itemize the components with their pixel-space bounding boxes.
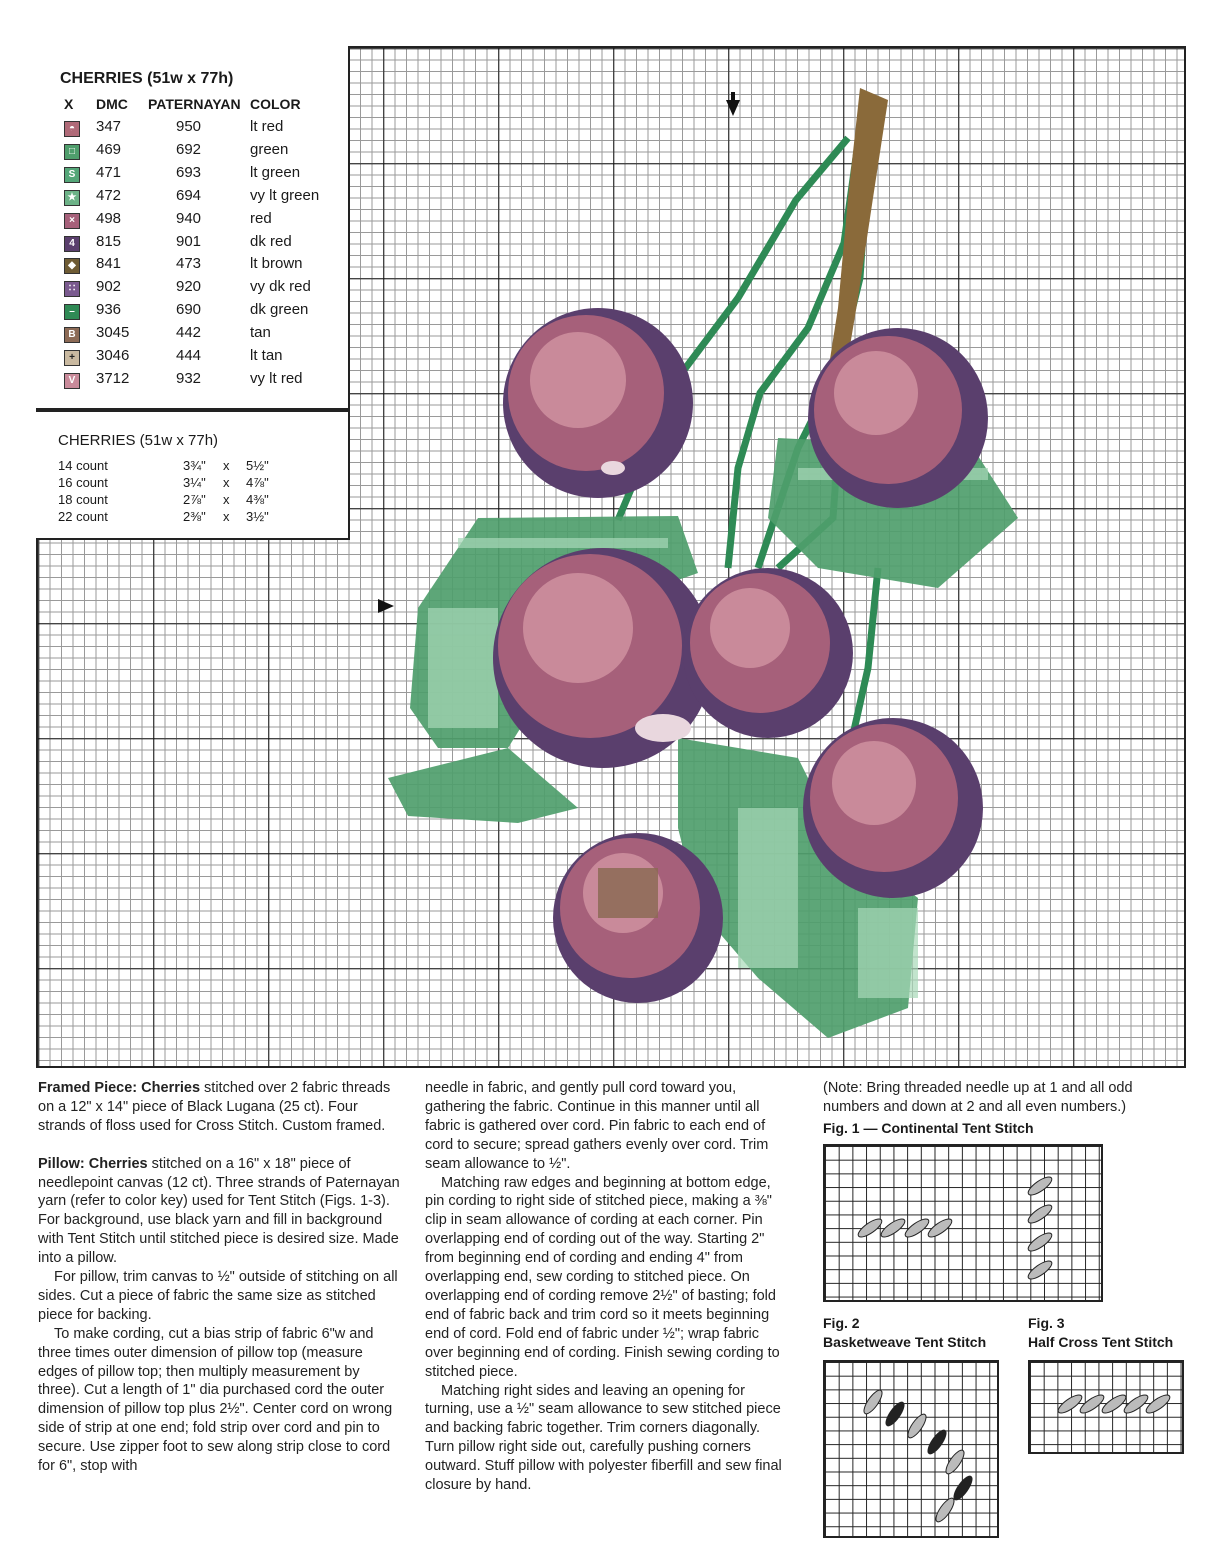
color-name: vy dk red	[250, 278, 311, 296]
design-width: 2⅜"	[183, 509, 206, 524]
dmc-number: 3712	[96, 369, 130, 387]
stitch-count: 22 count	[58, 509, 108, 524]
design-width: 2⅞"	[183, 492, 206, 507]
size-row	[58, 492, 338, 509]
stitch-note: (Note: Bring threaded needle up at 1 and all odd numbers and down at 2 and all even numbers.)	[823, 1080, 1133, 1115]
pillow-name: Cherries	[88, 1155, 148, 1172]
paternayan-number: 444	[176, 347, 202, 364]
legend-row	[36, 118, 346, 141]
cording-paragraph: To make cording, cut a bias strip of fabric 6"w and three times outer dimension of pillow top (measure edges of pillow top; then multiply measurement by three). Cut a length of 1" dia purchased cord the outer dimension of pillow top plus 2½". Center cord on wrong side of strip at one end; fold strip over cord and pin to secure. Use zipper foot to sew along strip close to cord for 6", stop with	[38, 1325, 393, 1475]
fig2-title: Basketweave Tent Stitch	[823, 1334, 987, 1350]
pillow-label: Pillow:	[38, 1155, 85, 1172]
color-name: green	[250, 140, 289, 158]
design-height: 4⅞"	[246, 475, 269, 490]
size-row	[58, 458, 338, 475]
size-title: CHERRIES (51w x 77h)	[58, 432, 219, 449]
size-separator: x	[223, 475, 230, 490]
center-arrow-left	[378, 599, 394, 613]
design-width: 3¼"	[183, 475, 206, 490]
legend-row	[36, 255, 346, 278]
color-key	[36, 46, 350, 410]
center-arrow-top	[726, 100, 740, 116]
symbol-swatch-icon: ∷	[64, 281, 80, 297]
symbol-swatch-icon: ◓	[64, 121, 80, 137]
fig2-diagram	[823, 1360, 999, 1538]
color-name: vy lt red	[250, 369, 303, 387]
color-name: lt brown	[250, 255, 303, 273]
paternayan-number: 932	[176, 369, 202, 387]
dmc-number: 469	[96, 140, 122, 158]
legend-header-paternayan: PATERNAYAN	[148, 96, 241, 112]
design-height: 4⅜"	[246, 492, 269, 507]
framed-label: Framed Piece:	[38, 1080, 138, 1096]
fig3-label: Fig. 3	[1028, 1315, 1065, 1331]
fig3-diagram	[1028, 1360, 1184, 1454]
design-width: 3¾"	[183, 458, 206, 473]
fig1-diagram	[823, 1144, 1103, 1302]
legend-header-color: COLOR	[250, 96, 301, 112]
color-name: lt tan	[250, 347, 283, 364]
fig3-title: Half Cross Tent Stitch	[1028, 1334, 1174, 1350]
paternayan-number: 694	[176, 186, 202, 204]
symbol-swatch-icon: ★	[64, 190, 80, 206]
paternayan-number: 920	[176, 278, 202, 296]
size-row	[58, 475, 338, 492]
size-separator: x	[223, 458, 230, 473]
dmc-number: 498	[96, 209, 122, 227]
fig2-label: Fig. 2	[823, 1315, 860, 1331]
stitch-count: 14 count	[58, 458, 108, 473]
legend-row	[36, 141, 346, 164]
symbol-swatch-icon: V	[64, 373, 80, 389]
gather-paragraph: needle in fabric, and gently pull cord toward you, gathering the fabric. Continue in this manner until all fabric is gathered over cord. Pin fabric to each end of cord to secure; spread gathers evenly over cord. Trim seam allowance to ½".	[425, 1080, 769, 1172]
stitch-count: 16 count	[58, 475, 108, 490]
instructions-column-2	[425, 1079, 787, 1495]
legend-row	[36, 370, 346, 393]
legend-row	[36, 278, 346, 301]
color-name: red	[250, 209, 272, 227]
legend-row	[36, 210, 346, 233]
color-name: dk green	[250, 301, 309, 319]
dmc-number: 815	[96, 232, 122, 250]
color-name: tan	[250, 324, 271, 342]
legend-title: CHERRIES (51w x 77h)	[60, 70, 234, 87]
legend-row	[36, 347, 346, 370]
legend-row	[36, 187, 346, 210]
framed-body: stitched over 2 fabric threads on a 12" x 14" piece of Black Lugana (25 ct). Four strands of floss used for Cross Stitch. Custom framed.	[38, 1080, 391, 1134]
design-height: 5½"	[246, 458, 269, 473]
paternayan-number: 901	[176, 232, 202, 250]
fig1-title: Fig. 1 — Continental Tent Stitch	[823, 1120, 1034, 1136]
attach-cording-paragraph: Matching raw edges and beginning at bottom edge, pin cording to right side of stitched piece, making a ⅜" clip in seam allowance of cording at each corner. Pin overlapping end of cording out of the way. Starting 2" from beginning end of cording and ending 4" from overlapping end, sew cording to stitched piece. On overlapping end of cording remove 2½" of basting; fold end of fabric back and trim cord so it meets beginning end of cord. Fold end of fabric under ½"; wrap fabric over beginning end of cording. Finish sewing cording to stitched piece.	[425, 1174, 780, 1380]
paternayan-number: 693	[176, 163, 202, 181]
paternayan-number: 692	[176, 140, 202, 158]
symbol-swatch-icon: B	[64, 327, 80, 343]
paternayan-number: 690	[176, 301, 202, 319]
dmc-number: 472	[96, 186, 122, 204]
symbol-swatch-icon: +	[64, 350, 80, 366]
legend-header-x: X	[64, 96, 74, 112]
legend-row	[36, 301, 346, 324]
color-name: lt green	[250, 163, 301, 181]
size-row	[58, 509, 338, 526]
framed-name: Cherries	[141, 1080, 201, 1096]
paternayan-number: 473	[176, 255, 202, 273]
legend-row	[36, 164, 346, 187]
size-table	[36, 410, 350, 540]
legend-row	[36, 233, 346, 256]
stitch-count: 18 count	[58, 492, 108, 507]
legend-header-dmc: DMC	[96, 96, 128, 112]
legend-row	[36, 324, 346, 347]
dmc-number: 3045	[96, 324, 130, 342]
size-separator: x	[223, 492, 230, 507]
paternayan-number: 442	[176, 324, 202, 342]
symbol-swatch-icon: S	[64, 167, 80, 183]
dmc-number: 841	[96, 255, 122, 273]
finish-paragraph: Matching right sides and leaving an opening for turning, use a ½" seam allowance to sew stitched piece and backing fabric together. Trim corners diagonally. Turn pillow right side out, carefully pushing corners outward. Stuff pillow with polyester fiberfill and sew final closure by hand.	[425, 1382, 782, 1494]
instructions-column-1	[38, 1079, 400, 1476]
color-name: lt red	[250, 118, 284, 135]
symbol-swatch-icon: –	[64, 304, 80, 320]
dmc-number: 3046	[96, 347, 130, 364]
symbol-swatch-icon: ◆	[64, 258, 80, 274]
color-name: dk red	[250, 232, 292, 250]
symbol-swatch-icon: ×	[64, 213, 80, 229]
symbol-swatch-icon: □	[64, 144, 80, 160]
pillow-trim-paragraph: For pillow, trim canvas to ½" outside of stitching on all sides. Cut a piece of fabric the same size as stitched piece for backing.	[38, 1269, 398, 1323]
design-height: 3½"	[246, 509, 269, 524]
color-name: vy lt green	[250, 186, 320, 204]
symbol-swatch-icon: 4	[64, 236, 80, 252]
dmc-number: 471	[96, 163, 122, 181]
dmc-number: 902	[96, 278, 122, 296]
dmc-number: 936	[96, 301, 122, 319]
size-separator: x	[223, 509, 230, 524]
dmc-number: 347	[96, 118, 122, 135]
pillow-body: stitched on a 16" x 18" piece of needlepoint canvas (12 ct). Three strands of Paternayan yarn (refer to color key) used for Tent Stitch (Figs. 1-3). For background, use black yarn and fill in background with Tent Stitch until stitched piece is desired size. Made into a pillow.	[38, 1155, 400, 1267]
paternayan-number: 950	[176, 118, 202, 135]
paternayan-number: 940	[176, 209, 202, 227]
